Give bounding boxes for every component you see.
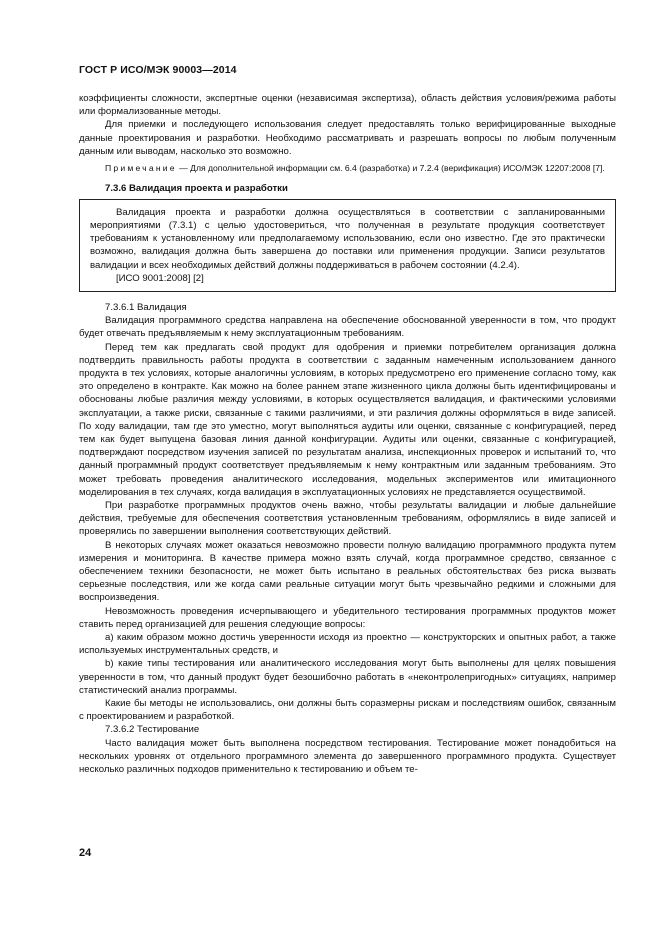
page-number: 24 bbox=[79, 847, 92, 859]
body-paragraph-7: Часто валидация может быть выполнена посредством тестирования. Тестирование может понадобиться на нескольких уровнях от отдельного программного элемента до завершенного программного продукта. Существует несколько различных подходов применительно к тестированию и объем те- bbox=[79, 737, 616, 776]
body-paragraph-6: Какие бы методы не использовались, они должны быть соразмерны рискам и последствиям ошибок, связанным с проектированием и разработкой. bbox=[79, 698, 616, 723]
page-header-title: ГОСТ Р ИСО/МЭК 90003—2014 bbox=[79, 64, 237, 76]
subsection-heading-testing: 7.3.6.2 Тестирование bbox=[105, 724, 200, 736]
intro-paragraph-1: коэффициенты сложности, экспертные оценки (независимая экспертиза), область действия условия/режима работы или формализованные методы. bbox=[79, 93, 616, 118]
note-paragraph bbox=[79, 163, 616, 175]
body-paragraph-5: Невозможность проведения исчерпывающего и убедительного тестирования программных продуктов может ставить перед организацией для решения следующие вопросы: bbox=[79, 605, 616, 630]
page-content bbox=[79, 92, 616, 776]
note-label: Примечание bbox=[105, 163, 177, 174]
note-text: — Для дополнительной информации см. 6.4 (разработка) и 7.2.4 (верификация) ИСО/МЭК 12207:2008 [7]. bbox=[176, 163, 605, 174]
body-paragraph-1: Валидация программного средства направлена на обеспечение обоснованной уверенности в том, что продукт будет отвечать предъявляемым к нему эксплуатационным требованиям. bbox=[79, 315, 616, 340]
body-paragraph-4: В некоторых случаях может оказаться невозможно провести полную валидацию программного продукта путем измерения и мониторинга. В качестве примера можно взять случай, когда программное средство, связанное с обеспечением техники безопасности, не может быть испытано в реальных обстоятельствах без риска вызвать серьезные последствия, или же когда сами реальные ситуации могут быть чрезвычайно редкими и сложными для воспроизведения. bbox=[79, 539, 616, 604]
quoted-requirement-box bbox=[79, 199, 616, 292]
subsection-heading-validation: 7.3.6.1 Валидация bbox=[105, 301, 187, 313]
list-item-b: b) какие типы тестирования или аналитического исследования могут быть выполнены для целях повышения уверенности в том, что данный продукт будет безошибочно работать в «неконтролепригодных» ситуациях, например статистический анализ программы. bbox=[79, 658, 616, 696]
section-heading: 7.3.6 Валидация проекта и разработки bbox=[105, 182, 288, 194]
quoted-requirement-text: Валидация проекта и разработки должна осуществляться в соответствии с запланированными мероприятиями (7.3.1) с целью удостовериться, что полученная в результате продукция соответствует требованиям к установленному или предполагаемому использованию, если оно известно. Где это практически возможно, валидация должна быть завершена до поставки или применения продукции. Записи результатов валидации и всех необходимых действий должны поддерживаться в рабочем состоянии (4.2.4). bbox=[90, 206, 605, 271]
list-item-a: а) каким образом можно достичь уверенности исходя из проектно — конструкторских и опытных работ, а также используемых инструментальных средств, и bbox=[79, 632, 616, 657]
body-paragraph-3: При разработке программных продуктов очень важно, чтобы результаты валидации и любые дальнейшие действия, требуемые для обеспечения соответствия установленным требованиям, оформлялись в виде записей и проверялись по завершении выполнения соответствующих действий. bbox=[79, 499, 616, 538]
body-paragraph-2: Перед тем как предлагать свой продукт для одобрения и приемки потребителем организация должна подтвердить правильность работы продукта в соответствии с заданным намеченным использованием данного продукта в тех условиях, которые аналогичны условиям, в которых предусмотрено его применение согласно тому, как это определено в контракте. Как можно на более раннем этапе жизненного цикла должны быть идентифицированы и обоснованы любые различия между условиями, в которых осуществляется валидация, и фактическими условиями эксплуатации, а также риски, связанные с такими различиями, и эти различия должны оформляться в виде записей. По ходу валидации, там где это уместно, могут выполняться аудиты или оценки, связанные с конфигурацией, перед тем как будет выпущена базовая линия данной конфигурации. Аудиты или оценки, связанные с конфигурацией, подтверждают посредством изучения записей по результатам анализа, инспекционных проверок и испытаний то, что данный программный продукт соответствует предъявляемым к нему контрактным или заданным требованиям. Это может требовать проведения аналитического исследования, модельных экспериментов или имитационного моделирования в тех случаях, когда валидация в эксплуатационных условиях не представляется осуществимой. bbox=[79, 341, 616, 498]
intro-paragraph-2: Для приемки и последующего использования следует предоставлять только верифицированные выходные данные проектирования и разработки. Необходимо рассматривать и разрешать вопросы по любым полученным данным или выводам, насколько это возможно. bbox=[79, 119, 616, 157]
quoted-requirement-reference: [ИСО 9001:2008] [2] bbox=[116, 272, 204, 284]
